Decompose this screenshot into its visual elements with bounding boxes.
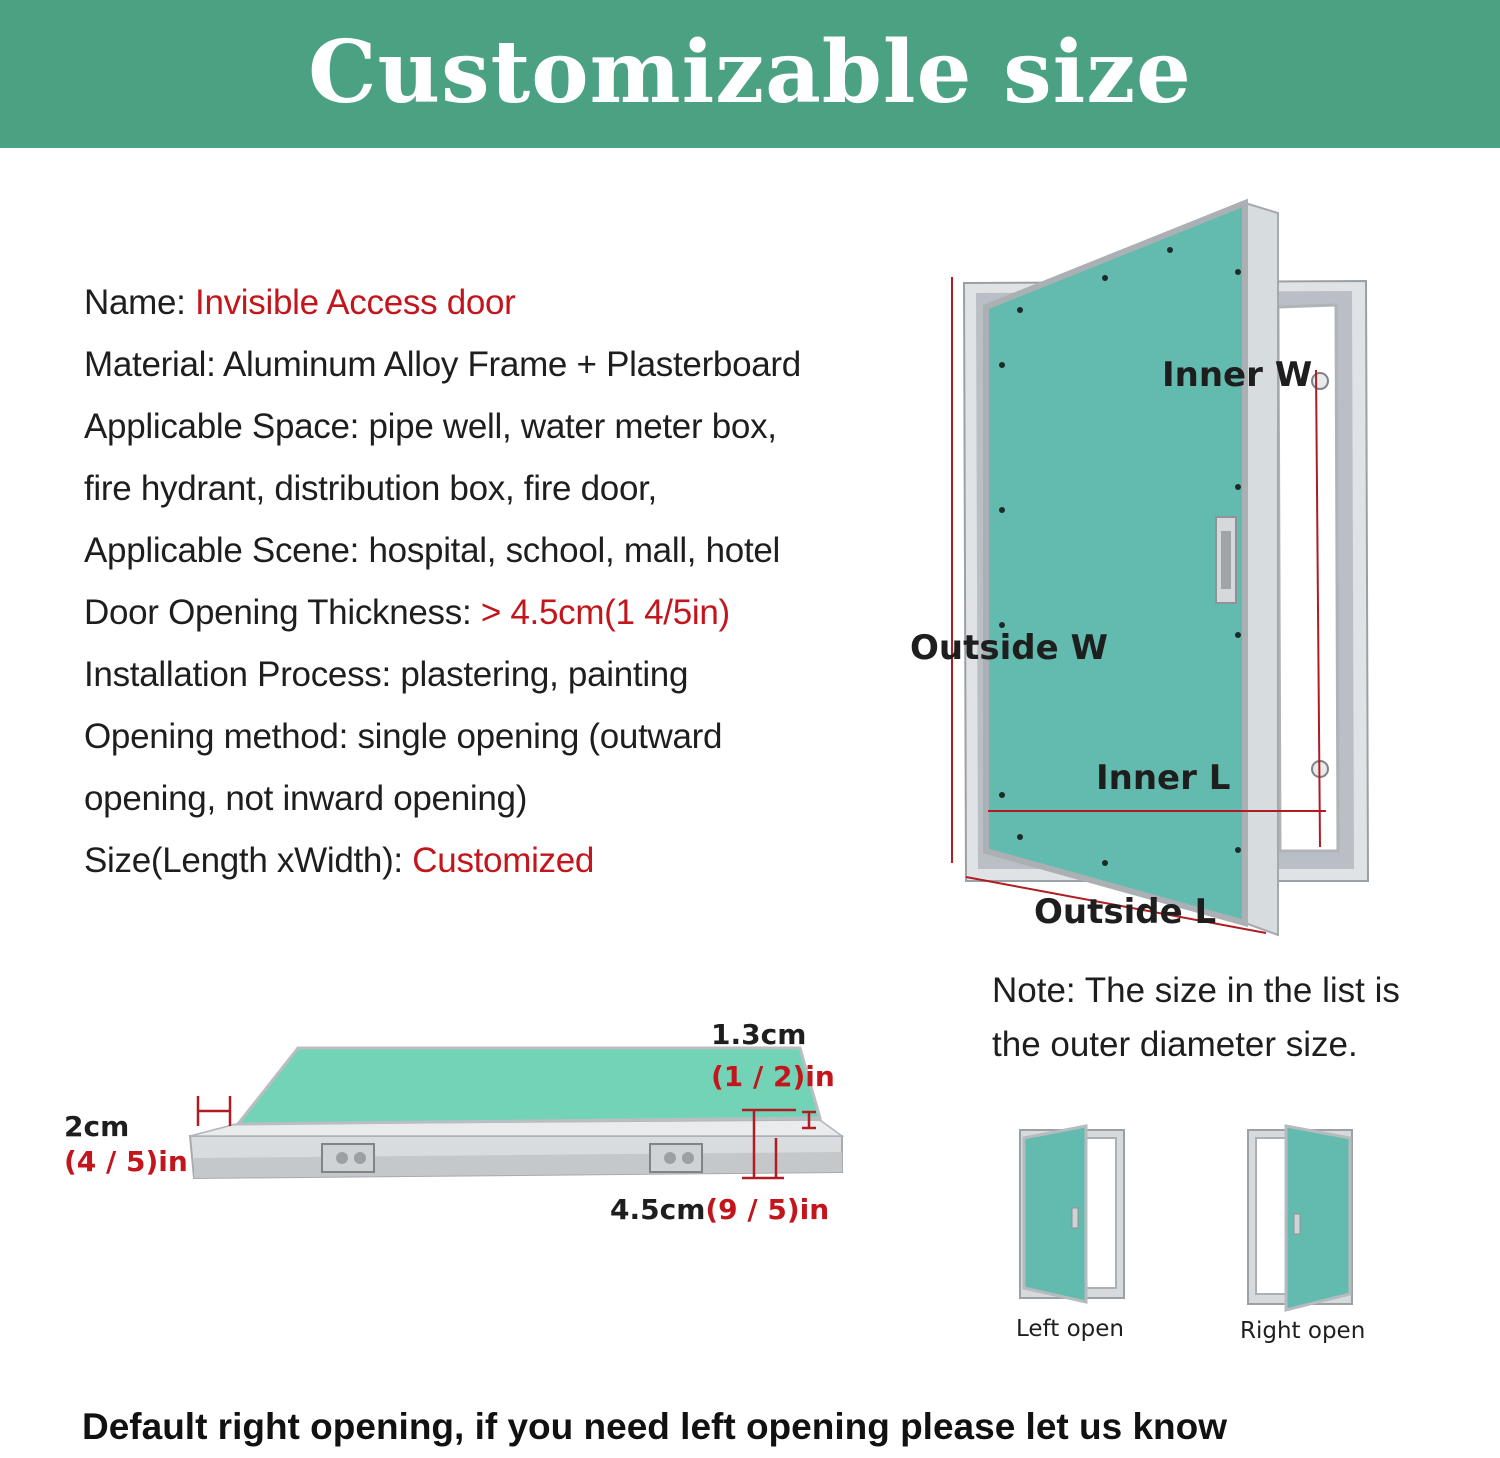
spec-name: Name: Invisible Access door xyxy=(84,283,516,322)
default-opening-note: Default right opening, if you need left opening please let us know xyxy=(82,1406,1228,1447)
top-dim-in: (1 / 2)in xyxy=(711,1060,835,1093)
access-door-illustration xyxy=(940,195,1390,940)
top-dim-cm: 1.3cm xyxy=(711,1018,807,1051)
spec-space-2: fire hydrant, distribution box, fire door, xyxy=(84,469,657,508)
inner-w-label: Inner W xyxy=(1162,355,1313,395)
header-banner xyxy=(0,0,1500,148)
spec-list xyxy=(84,272,904,892)
size-note: Note: The size in the list is the outer diameter size. xyxy=(992,971,1400,1064)
right-open-illustration xyxy=(1242,1124,1358,1314)
inner-l-label: Inner L xyxy=(1096,758,1231,798)
spec-material: Material: Aluminum Alloy Frame + Plasterboard xyxy=(84,345,801,384)
left-dim-cm: 2cm xyxy=(64,1110,130,1143)
left-open-caption: Left open xyxy=(1016,1316,1124,1342)
spec-opening-2: opening, not inward opening) xyxy=(84,779,528,818)
spec-installation: Installation Process: plastering, painting xyxy=(84,655,689,694)
bottom-dim-cm: 4.5cm(9 / 5)in xyxy=(610,1193,830,1226)
spec-scene: Applicable Scene: hospital, school, mall, hotel xyxy=(84,531,781,570)
right-open-caption: Right open xyxy=(1240,1318,1366,1344)
spec-size: Size(Length xWidth): Customized xyxy=(84,841,595,880)
left-open-illustration xyxy=(1014,1124,1130,1304)
page-title: Customizable size xyxy=(308,22,1192,123)
left-dim-in: (4 / 5)in xyxy=(64,1145,188,1178)
spec-opening-1: Opening method: single opening (outward xyxy=(84,717,723,756)
spec-thickness: Door Opening Thickness: > 4.5cm(1 4/5in) xyxy=(84,593,730,632)
outside-w-label: Outside W xyxy=(910,628,1108,668)
outside-l-label: Outside L xyxy=(1034,892,1217,932)
spec-space-1: Applicable Space: pipe well, water meter box, xyxy=(84,407,777,446)
